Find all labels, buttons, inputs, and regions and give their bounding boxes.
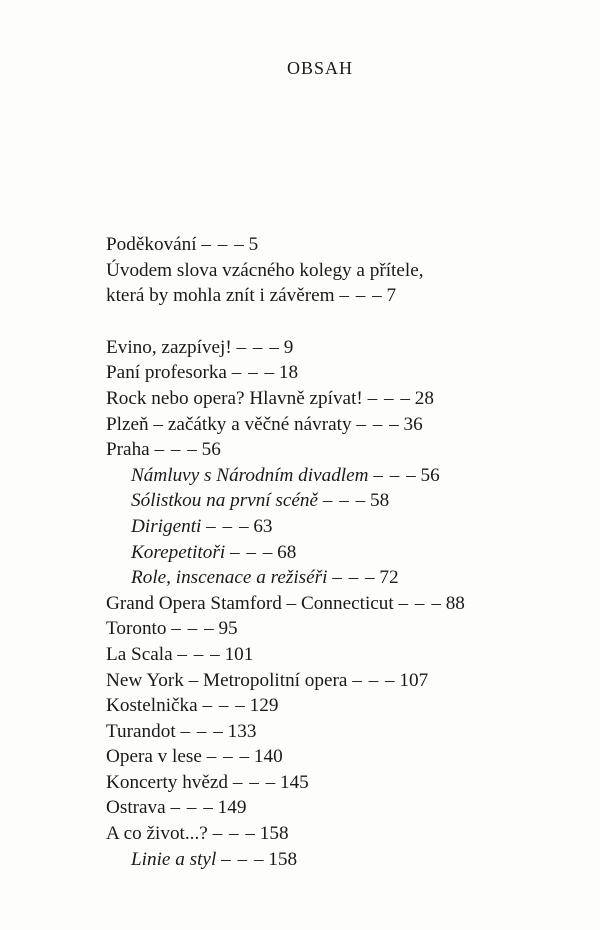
entry-page-number: 129: [249, 695, 279, 717]
entry-page-number: 107: [399, 669, 429, 691]
toc-entry: [106, 258, 580, 284]
entry-leader: – – –: [170, 797, 213, 819]
toc-entry: [106, 795, 580, 821]
toc-entry: [106, 668, 580, 694]
toc-entry: [106, 360, 580, 386]
entry-page-number: 158: [259, 823, 289, 845]
entry-page-number: 140: [253, 746, 283, 768]
entry-leader: – – –: [180, 720, 223, 742]
entry-page-number: 9: [283, 336, 294, 358]
entry-page-number: 149: [217, 797, 247, 819]
toc-entry: [106, 719, 580, 745]
entry-leader: – – –: [201, 234, 244, 255]
entry-page-number: 5: [248, 234, 259, 255]
entry-leader: – – –: [231, 362, 275, 384]
entry-leader: – – –: [332, 567, 375, 589]
entry-leader: – – –: [373, 464, 416, 486]
entry-title: Koncerty hvězd: [106, 771, 229, 793]
entry-title: New York – Metropolitní opera: [106, 669, 348, 691]
entry-leader: – – –: [171, 618, 214, 640]
toc-entry: [106, 642, 580, 668]
toc-entry: [106, 744, 580, 770]
toc-entry: [106, 232, 580, 258]
entry-page-number: 36: [403, 413, 423, 435]
entry-page-number: 18: [278, 362, 299, 384]
entry-title: Praha: [106, 439, 150, 461]
toc-entry: [106, 591, 580, 617]
entry-leader: – – –: [232, 771, 276, 793]
toc-subentry: [106, 565, 580, 591]
entry-page-number: 56: [201, 439, 221, 461]
table-of-contents: [106, 232, 580, 872]
entry-page-number: 56: [420, 464, 440, 486]
toc-subentry: [106, 488, 580, 514]
entry-title: Linie a styl: [131, 848, 217, 870]
entry-title: Paní profesorka: [106, 362, 227, 384]
entry-title: Toronto: [106, 618, 167, 640]
entry-title: Plzeň – začátky a věčné návraty: [106, 413, 352, 435]
entry-title: Ostrava: [106, 797, 166, 819]
page-title: OBSAH: [286, 58, 353, 78]
entry-leader: – – –: [177, 643, 220, 665]
toc-subentry: [106, 540, 580, 566]
entry-title: Poděkování: [106, 234, 197, 255]
entry-page-number: 63: [253, 515, 273, 537]
entry-page-number: 68: [277, 541, 297, 563]
toc-entry: [106, 412, 580, 438]
entry-page-number: 145: [279, 771, 309, 793]
toc-entry: [106, 335, 580, 361]
entry-page-number: 133: [227, 720, 257, 742]
entry-page-number: 7: [386, 285, 397, 307]
toc-entry: [106, 693, 580, 719]
entry-leader: – – –: [236, 336, 279, 358]
entry-leader: – – –: [352, 669, 395, 691]
entry-leader: – – –: [154, 439, 197, 461]
entry-leader: – – –: [356, 413, 399, 435]
entry-title: Role, inscenace a režiséři: [131, 567, 328, 589]
entry-page-number: 58: [370, 490, 390, 512]
entry-title: která by mohla znít i závěrem: [106, 285, 335, 307]
entry-title: Kostelnička: [106, 695, 198, 717]
entry-leader: – – –: [221, 848, 264, 870]
entry-title: Korepetitoři: [131, 541, 226, 563]
entry-title: A co život...?: [106, 823, 208, 845]
toc-subentry: [106, 514, 580, 540]
entry-page-number: 101: [224, 643, 254, 665]
entry-page-number: 95: [218, 618, 238, 640]
entry-title: Sólistkou na první scéně: [131, 490, 319, 512]
entry-leader: – – –: [206, 515, 249, 537]
toc-entry: [106, 821, 580, 847]
entry-title: Evino, zazpívej!: [106, 336, 232, 358]
entry-leader: – – –: [202, 695, 245, 717]
entry-title: Úvodem slova vzácného kolegy a přítele,: [106, 259, 424, 281]
entry-leader: – – –: [229, 541, 273, 563]
entry-page-number: 158: [268, 848, 298, 870]
toc-entry: [106, 616, 580, 642]
entry-title: La Scala: [106, 643, 173, 665]
entry-title: Rock nebo opera? Hlavně zpívat!: [106, 387, 363, 409]
entry-leader: – – –: [398, 592, 441, 614]
entry-leader: – – –: [206, 746, 250, 768]
toc-entry: [106, 437, 580, 463]
entry-title: Turandot: [106, 720, 176, 742]
toc-entry: [106, 386, 580, 412]
toc-entry: [106, 770, 580, 796]
entry-leader: – – –: [212, 823, 255, 845]
entry-page-number: 28: [414, 387, 434, 409]
entry-page-number: 88: [445, 592, 465, 614]
entry-leader: – – –: [322, 490, 366, 512]
entry-leader: – – –: [339, 285, 382, 307]
entry-title: Námluvy s Národním divadlem: [131, 464, 369, 486]
toc-entry: [106, 283, 580, 309]
entry-title: Grand Opera Stamford – Connecticut: [106, 592, 394, 614]
entry-leader: – – –: [367, 387, 410, 409]
toc-subentry: [106, 463, 580, 489]
entry-title: Dirigenti: [131, 515, 202, 537]
entry-title: Opera v lese: [106, 746, 202, 768]
entry-page-number: 72: [379, 567, 399, 589]
toc-subentry: [106, 847, 580, 873]
